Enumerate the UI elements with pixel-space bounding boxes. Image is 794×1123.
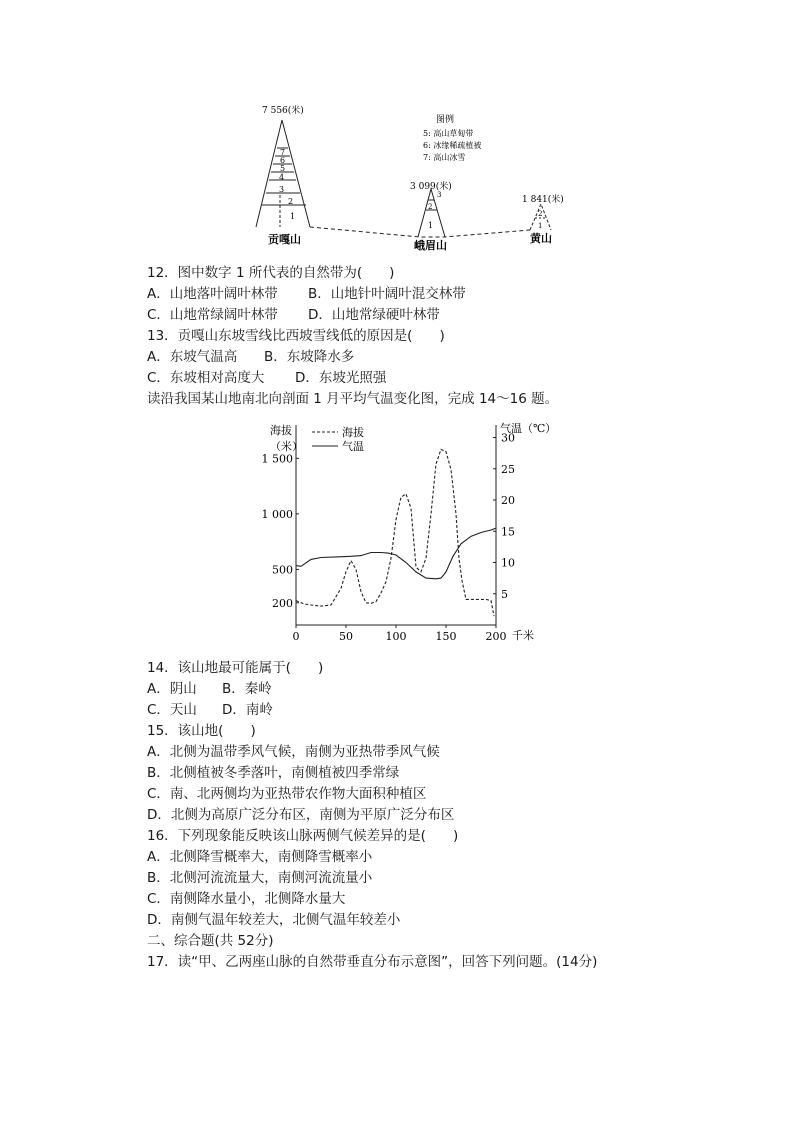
gongga-zone-label: 4 (279, 173, 285, 182)
x-tick-label: 200 (485, 630, 507, 643)
q14-option-c[interactable]: C．天山 (147, 702, 197, 718)
huangshan-height: 1 841(米) (522, 195, 564, 205)
q16-option-a[interactable]: A．北侧降雪概率大，南侧降雪概率小 (147, 849, 373, 865)
left-axis-label: 海拔 (270, 424, 292, 437)
x-tick-label: 50 (339, 630, 353, 643)
legend-item: 6: 冰缘稀疏植被 (423, 141, 482, 150)
temperature-series-line (296, 528, 496, 579)
q15-option-b[interactable]: B．北侧植被冬季落叶，南侧植被四季常绿 (147, 765, 400, 781)
temperature-elevation-chart (0, 415, 794, 645)
y-left-tick-label: 500 (272, 563, 293, 577)
q14-option-d[interactable]: D．南岭 (222, 702, 273, 718)
q13-option-d[interactable]: D．东坡光照强 (295, 370, 387, 386)
question-13-stem: 13．贡嘎山东坡雪线比西坡雪线低的原因是( ) (147, 328, 445, 344)
q15-option-c[interactable]: C．南、北两侧均为亚热带农作物大面积种植区 (147, 786, 427, 802)
y-left-tick-label: 200 (272, 596, 293, 610)
y-right-tick-label: 25 (501, 462, 515, 476)
q14-option-b[interactable]: B．秦岭 (222, 681, 272, 697)
y-right-tick-label: 30 (501, 431, 515, 445)
right-axis-label: 气温（℃） (500, 422, 557, 435)
gongga-zone-label: 6 (280, 156, 286, 165)
emei-zone-label: 3 (437, 191, 442, 199)
q15-option-a[interactable]: A．北侧为温带季风气候，南侧为亚热带季风气候 (147, 744, 440, 760)
question-15-stem: 15．该山地( ) (147, 723, 256, 739)
huangshan-name: 黄山 (530, 232, 552, 245)
emei-zone-label: 1 (428, 221, 434, 230)
q12-option-d[interactable]: D．山地常绿硬叶林带 (308, 307, 440, 323)
section-2-heading: 二、综合题(共 52分) (147, 933, 274, 949)
chart-legend (312, 425, 364, 453)
emei-zone-label: 2 (428, 203, 433, 211)
x-axis-unit: 千米 (512, 629, 534, 642)
y-right-tick-label: 5 (501, 587, 508, 601)
x-tick-label: 0 (292, 630, 300, 643)
q16-option-b[interactable]: B．北侧河流流量大，南侧河流流量小 (147, 870, 373, 886)
y-right-tick-label: 10 (501, 556, 515, 570)
elevation-series-line (296, 449, 494, 616)
y-left-tick-label: 1 000 (261, 507, 293, 521)
legend-label-elevation: 海拔 (342, 426, 364, 439)
question-16-stem: 16．下列现象能反映该山脉两侧气候差异的是( ) (147, 828, 459, 844)
huangshan-zone-label: 2 (538, 210, 543, 218)
emei-name: 峨眉山 (414, 239, 447, 252)
q16-option-d[interactable]: D．南侧气温年较差大，北侧气温年较差小 (147, 912, 401, 928)
gongga-zone-label: 2 (288, 197, 294, 206)
question-12-stem: 12．图中数字 1 所代表的自然带为( ) (147, 265, 395, 281)
y-right-tick-label: 20 (501, 494, 515, 507)
legend-item: 7: 高山冰雪 (423, 153, 466, 162)
q12-option-a[interactable]: A．山地落叶阔叶林带 (147, 286, 278, 302)
emei-height: 3 099(米) (410, 182, 452, 192)
mountain-zones-figure (0, 0, 794, 260)
q16-option-c[interactable]: C．南侧降水量小，北侧降水量大 (147, 891, 346, 907)
legend-title: 图例 (436, 115, 455, 125)
q13-option-c[interactable]: C．东坡相对高度大 (147, 370, 265, 386)
gongga-zone-label: 7 (280, 148, 286, 157)
q14-option-a[interactable]: A．阴山 (147, 681, 197, 697)
huangshan-zone-label: 1 (538, 222, 543, 230)
gongga-zone-label: 1 (290, 212, 296, 221)
gongga-height: 7 556(米) (262, 106, 304, 116)
left-axis-unit: （米） (270, 440, 303, 453)
gongga-name: 贡嘎山 (268, 233, 301, 246)
reading-intro: 读沿我国某山地南北向剖面 1 月平均气温变化图，完成 14～16 题。 (147, 391, 559, 407)
y-right-tick-label: 15 (501, 525, 515, 539)
question-17-stem: 17．读“甲、乙两座山脉的自然带垂直分布示意图”，回答下列问题。(14分) (147, 954, 598, 970)
q13-option-b[interactable]: B．东坡降水多 (264, 349, 355, 365)
y-left-tick-label: 1 500 (261, 452, 293, 466)
q12-option-c[interactable]: C．山地常绿阔叶林带 (147, 307, 278, 323)
x-tick-label: 150 (435, 630, 457, 643)
q13-option-a[interactable]: A．东坡气温高 (147, 349, 238, 365)
legend-label-temperature: 气温 (342, 440, 364, 453)
gongga-zone-label: 5 (280, 164, 286, 173)
x-tick-label: 100 (385, 630, 407, 643)
question-14-stem: 14．该山地最可能属于( ) (147, 660, 324, 676)
legend-item: 5: 高山草甸带 (423, 129, 474, 138)
q15-option-d[interactable]: D．北侧为高原广泛分布区，南侧为平原广泛分布区 (147, 807, 455, 823)
q12-option-b[interactable]: B．山地针叶阔叶混交林带 (308, 286, 466, 302)
gongga-zone-label: 3 (279, 185, 285, 194)
